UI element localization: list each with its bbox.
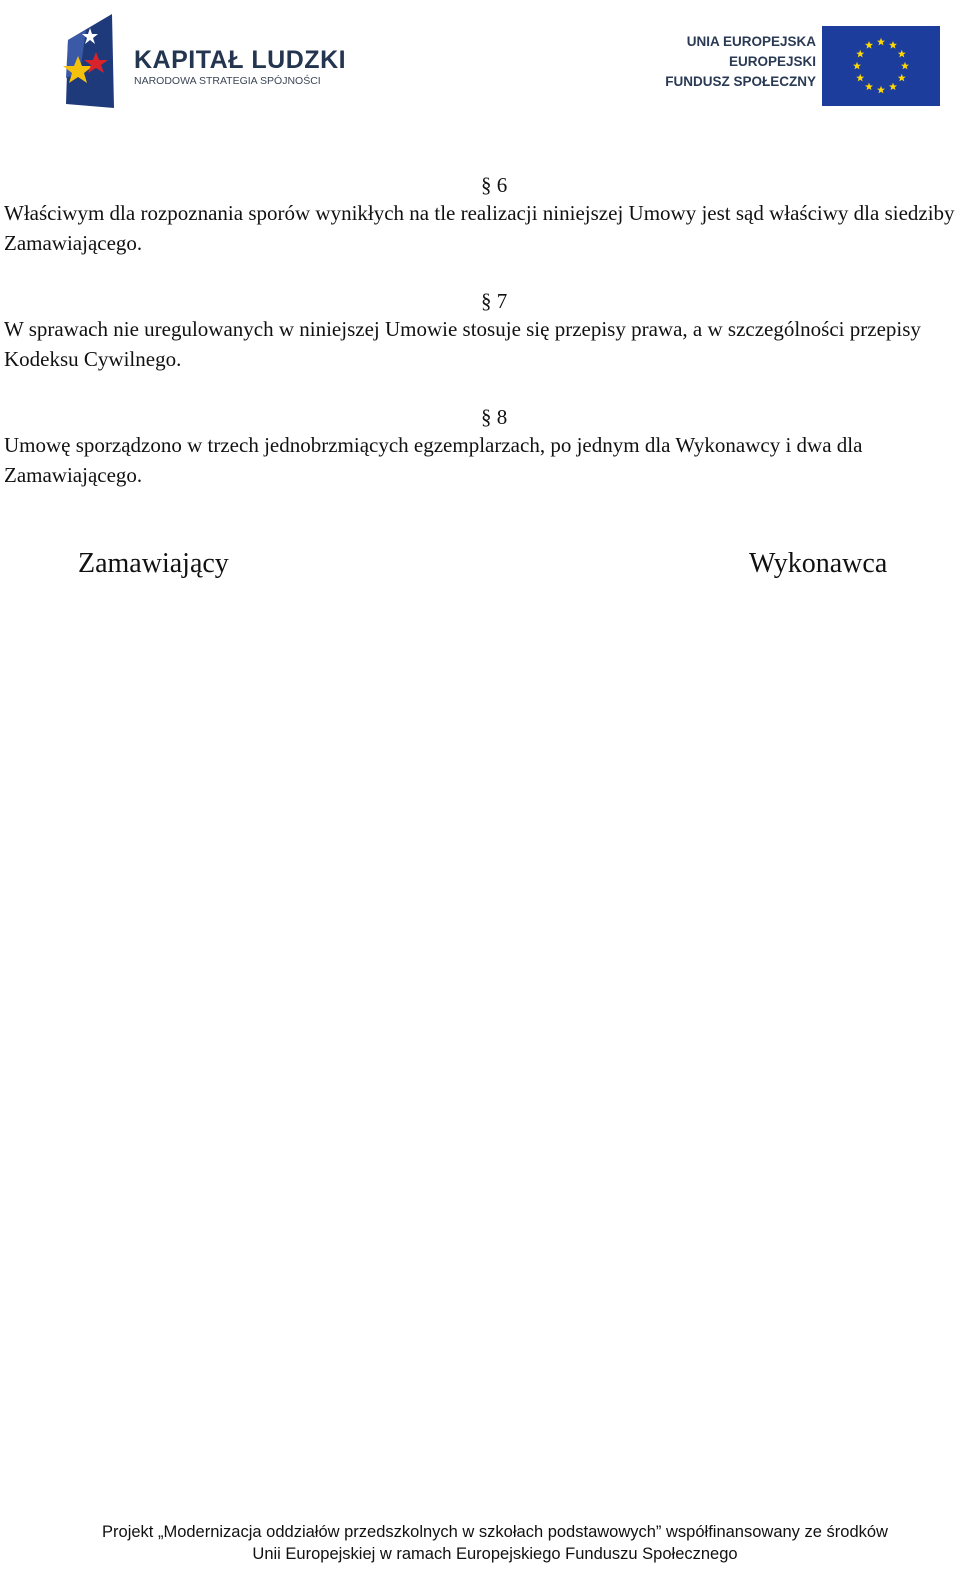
section-6-text: Właściwym dla rozpoznania sporów wynikłych na tle realizacji niniejszej Umowy jest sąd właściwy dla siedziby Zamawiającego. [4,201,955,255]
section-6-heading [481,172,507,198]
kapital-ludzki-text [134,46,364,88]
signature-label-wykonawca: Wykonawca [749,548,888,579]
section-number: 7 [496,289,508,313]
footer-line-2: Unii Europejskiej w ramach Europejskiego Funduszu Społecznego [252,1545,738,1563]
section-8-heading [481,404,507,430]
section-mark: § [481,173,492,197]
kapital-ludzki-title: KAPITAŁ LUDZKI [134,46,347,74]
section-mark: § [481,289,492,313]
eu-efs-text [644,32,816,92]
eu-line-3: FUNDUSZ SPOŁECZNY [665,74,816,89]
kapital-ludzki-flag-icon [56,12,118,108]
eu-line-2: EUROPEJSKI [728,54,816,69]
signature-label-zamawiajacy: Zamawiający [78,548,229,579]
section-8-text: Umowę sporządzono w trzech jednobrzmiących egzemplarzach, po jednym dla Wykonawcy i dwa dla Zamawiającego. [4,433,863,487]
section-number: 8 [496,405,508,429]
eu-flag-icon [822,26,940,106]
eu-efs-logo [640,22,944,108]
section-mark: § [481,405,492,429]
kapital-ludzki-logo [56,12,356,112]
section-number: 6 [496,173,508,197]
eu-line-1: UNIA EUROPEJSKA [686,34,816,49]
footer-line-1: Projekt „Modernizacja oddziałów przedszkolnych w szkołach podstawowych” współfinansowany ze środków [102,1523,888,1541]
section-7-text: W sprawach nie uregulowanych w niniejszej Umowie stosuje się przepisy prawa, a w szczególności przepisy Kodeksu Cywilnego. [4,317,921,371]
section-7-heading [481,288,507,314]
kapital-ludzki-subtitle: NARODOWA STRATEGIA SPÓJNOŚCI [134,75,321,87]
document-header [0,0,960,120]
document-footer [0,1521,960,1565]
